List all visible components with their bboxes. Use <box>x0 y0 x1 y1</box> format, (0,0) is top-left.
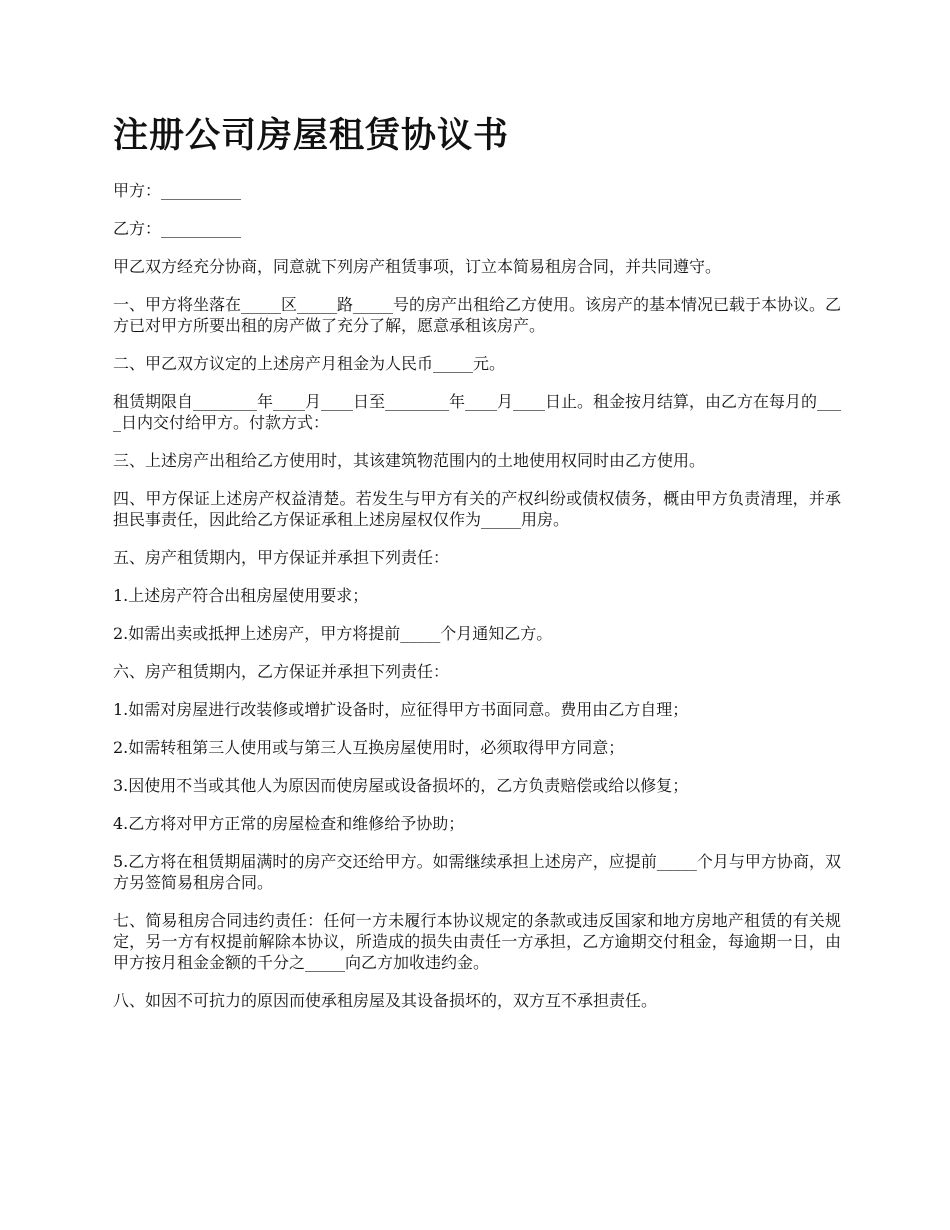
party-b-line: 乙方：__________ <box>113 219 242 238</box>
clause-8-paragraph: 八、如因不可抗力的原因而使承租房屋及其设备损坏的，双方互不承担责任。 <box>113 991 658 1010</box>
clause-5-item-2: 2.如需出卖或抵押上述房产，甲方将提前_____个月通知乙方。 <box>113 624 553 643</box>
clause-7-paragraph: 七、简易租房合同违约责任：任何一方未履行本协议规定的条款或违反国家和地方房地产租赁的有关规定，另一方有权提前解除本协议，所造成的损失由责任一方承担，乙方逾期交付租金，每逾期一日，由甲方按月租金金额的千分之_____向乙方加收违约金。 <box>113 911 841 972</box>
clause-1-paragraph: 一、甲方将坐落在_____区_____路_____号的房产出租给乙方使用。该房产的基本情况已载于本协议。乙方已对甲方所要出租的房产做了充分了解，愿意承租该房产。 <box>113 295 842 335</box>
clause-5-item-1: 1.上述房产符合出租房屋使用要求； <box>113 586 369 605</box>
clause-6-item-2: 2.如需转租第三人使用或与第三人互换房屋使用时，必须取得甲方同意； <box>113 738 625 757</box>
preamble-paragraph: 甲乙双方经充分协商，同意就下列房产租赁事项，订立本简易租房合同，并共同遵守。 <box>113 257 722 276</box>
clause-5-heading: 五、房产租赁期内，甲方保证并承担下列责任： <box>113 548 450 567</box>
clause-4-paragraph: 四、甲方保证上述房产权益清楚。若发生与甲方有关的产权纠纷或债权债务，概由甲方负责清理，并承担民事责任，因此给乙方保证承租上述房屋权仅作为_____用房。 <box>113 489 841 529</box>
clause-3-paragraph: 三、上述房产出租给乙方使用时，其该建筑物范围内的土地使用权同时由乙方使用。 <box>113 451 706 470</box>
clause-6-heading: 六、房产租赁期内，乙方保证并承担下列责任： <box>113 662 450 681</box>
clause-6-item-5: 5.乙方将在租赁期届满时的房产交还给甲方。如需继续承担上述房产，应提前_____个月与甲方协商，双方另签简易租房合同。 <box>113 852 841 892</box>
party-a-line: 甲方：__________ <box>113 181 242 200</box>
lease-term-paragraph: 租赁期限自________年____月____日至________年____月____日止。租金按月结算，由乙方在每月的____日内交付给甲方。付款方式： <box>113 392 842 432</box>
clause-6-item-4: 4.乙方将对甲方正常的房屋检查和维修给予协助； <box>113 814 465 833</box>
document-body <box>113 180 841 1028</box>
clause-6-item-3: 3.因使用不当或其他人为原因而使房屋或设备损坏的，乙方负责赔偿或给以修复； <box>113 776 689 795</box>
clause-2-paragraph: 二、甲乙双方议定的上述房产月租金为人民币_____元。 <box>113 354 506 373</box>
clause-6-item-1: 1.如需对房屋进行改装修或增扩设备时，应征得甲方书面同意。费用由乙方自理； <box>113 700 689 719</box>
document-title: 注册公司房屋租赁协议书 <box>113 116 510 156</box>
